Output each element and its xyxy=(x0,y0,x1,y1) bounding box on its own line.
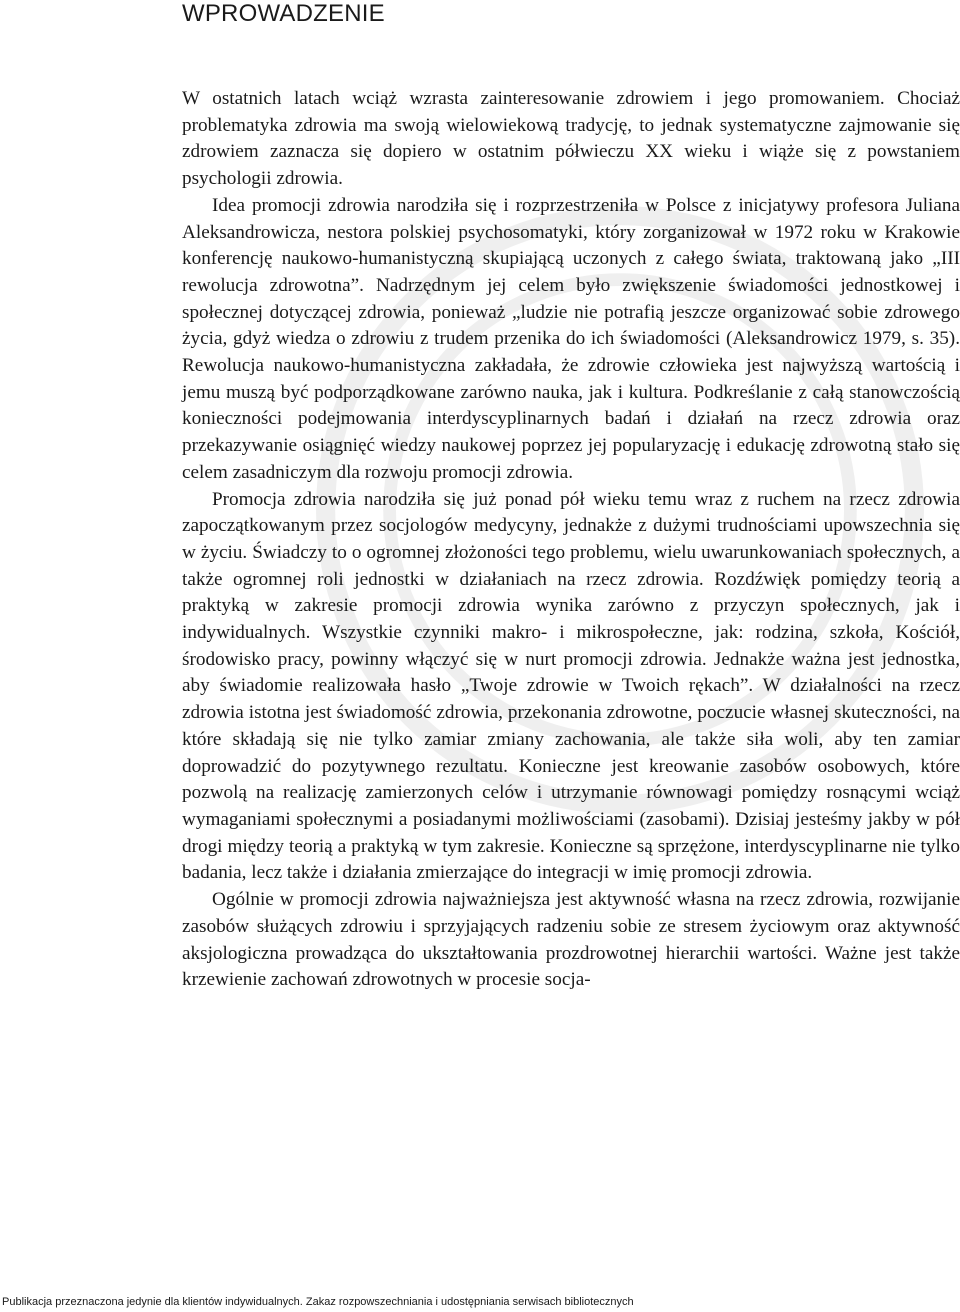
paragraph-3: Promocja zdrowia narodziła się już ponad pół wieku temu wraz z ruchem na rzecz zdrowia zapoczątkowanym przez socjologów medycyny, jednakże z dużymi trudnościami upowszechnia się w życiu. Świadczy to o ogromnej złożoności tego problemu, wielu uwarunkowaniach społecznych, a także ogromnej roli jednostki w działaniach na rzecz zdrowia. Rozdźwięk pomiędzy teorią a praktyką w zakresie promocji zdrowia wynika zarówno z przyczyn społecznych, jak i indywidualnych. Wszystkie czynniki makro- i mikrospołeczne, jak: rodzina, szkoła, Kościół, środowisko pracy, powinny włączyć się w nurt promocji zdrowia. Jednakże ważna jest jednostka, aby świadomie realizowała hasło „Twoje zdrowie w Twoich rękach”. W działalności na rzecz zdrowia istotna jest świadomość zdrowia, przekonania zdrowotne, poczucie własnej skuteczności, na które składają się nie tylko zamiar zmiany zachowania, ale także siła woli, aby ten zamiar doprowadzić do pozytywnego rezultatu. Konieczne jest kreowanie zasobów osobowych, które pozwolą na realizację zamierzonych celów i utrzymanie równowagi pomiędzy rosnącymi wciąż wymaganiami społecznymi a posiadanymi możliwościami (zasobami). Dzisiaj jesteśmy jakby w pół drogi między teorią a praktyką w tym zakresie. Konieczne są sprzężone, interdyscyplinarne nie tylko badania, lecz także i działania zmierzające do integracji w imię promocji zdrowia. xyxy=(182,488,960,884)
footer-notice: Publikacja przeznaczona jedynie dla klientów indywidualnych. Zakaz rozpowszechniania i udostępniania serwisach bibliotecznych xyxy=(2,1296,634,1308)
body-text xyxy=(182,86,960,994)
paragraph-4: Ogólnie w promocji zdrowia najważniejsza jest aktywność własna na rzecz zdrowia, rozwijanie zasobów służących zdrowiu i sprzyjających radzeniu sobie ze stresem życiowym oraz aktywność aksjologiczna prowadząca do ukształtowania prozdrowotnej hierarchii wartości. Ważne jest także krzewienie zachowań zdrowotnych w procesie socja- xyxy=(182,889,960,991)
paragraph-1: W ostatnich latach wciąż wzrasta zainteresowanie zdrowiem i jego promowaniem. Chociaż problematyka zdrowia ma swoją wielowiekową tradycję, to jednak systematyczne zajmowanie się zdrowiem zaznacza się dopiero w ostatnim półwieczu XX wieku i wiąże się z powstaniem psychologii zdrowia. xyxy=(182,88,960,190)
chapter-heading: WPROWADZENIE xyxy=(182,0,385,27)
paragraph-2: Idea promocji zdrowia narodziła się i rozprzestrzeniła w Polsce z inicjatywy profesora Juliana Aleksandrowicza, nestora polskiej psychosomatyki, który zorganizował w 1972 roku w Krakowie konferencję naukowo-humanistyczną skupiającą uczonych z całego świata, traktowaną jako „III rewolucja zdrowotna”. Nadrzędnym jej celem było zwiększenie świadomości jednostkowej i społecznej dotyczącej zdrowia, ponieważ „ludzie nie potrafią jeszcze organizować sobie zdrowego życia, gdyż wiedza o zdrowiu z trudem przenika do ich świadomości (Aleksandrowicz 1979, s. 35). Rewolucja naukowo-humanistyczna zakładała, że zdrowie człowieka jest najwyższą wartością i jemu muszą być podporządkowane zarówno nauka, jak i kultura. Podkreślanie z całą stanowczością konieczności podejmowania interdyscyplinarnych badań i działań na rzecz zdrowia oraz przekazywanie osiągnięć wiedzy naukowej poprzez jej popularyzację i edukację zdrowotną stało się celem zasadniczym dla rozwoju promocji zdrowia. xyxy=(182,194,960,483)
